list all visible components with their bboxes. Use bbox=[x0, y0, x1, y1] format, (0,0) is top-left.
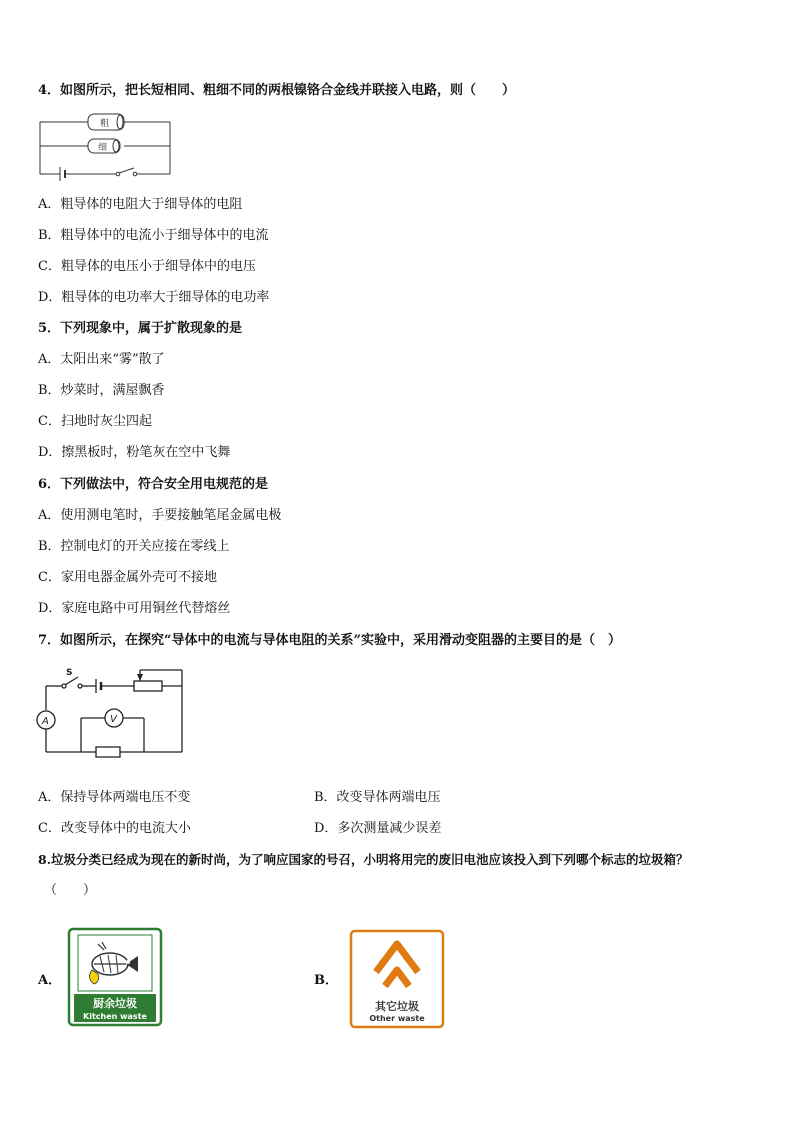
q8-option-b-letter: B． bbox=[314, 973, 338, 988]
rheostat-circuit-diagram bbox=[36, 664, 188, 774]
q6-option-d: D．家庭电路中可用铜丝代替熔丝 bbox=[38, 601, 231, 616]
q4-option-a: A．粗导体的电阻大于细导体的电阻 bbox=[38, 197, 243, 212]
thick-wire-label: 粗 bbox=[100, 119, 110, 129]
kitchen-waste-en: Kitchen waste bbox=[83, 1012, 147, 1021]
q5-stem: 5．下列现象中，属于扩散现象的是 bbox=[38, 321, 243, 336]
kitchen-waste-cn: 厨余垃圾 bbox=[93, 997, 137, 1010]
q7-option-a: A．保持导体两端电压不变 bbox=[38, 790, 191, 805]
q8-stem-line1: 8.垃圾分类已经成为现在的新时尚，为了响应国家的号召，小明将用完的废旧电池应该投入到下列哪个标志的垃圾箱？ bbox=[38, 852, 689, 867]
q5-option-d: D．擦黑板时，粉笔灰在空中飞舞 bbox=[38, 445, 231, 460]
other-waste-sign bbox=[350, 930, 444, 1028]
q4-option-d: D．粗导体的电功率大于细导体的电功率 bbox=[38, 290, 270, 305]
voltmeter-label: V bbox=[110, 714, 117, 725]
ammeter-label: A bbox=[42, 716, 49, 727]
other-waste-cn: 其它垃圾 bbox=[375, 1000, 419, 1013]
q7-option-c: C．改变导体中的电流大小 bbox=[38, 821, 191, 836]
q6-stem: 6．下列做法中，符合安全用电规范的是 bbox=[38, 477, 269, 492]
q5-option-a: A．太阳出来“雾”散了 bbox=[38, 352, 165, 367]
q6-option-a: A．使用测电笔时，手要接触笔尾金属电极 bbox=[38, 508, 282, 523]
q5-option-b: B．炒菜时，满屋飘香 bbox=[38, 383, 165, 398]
q6-option-b: B．控制电灯的开关应接在零线上 bbox=[38, 539, 230, 554]
q5-option-c: C．扫地时灰尘四起 bbox=[38, 414, 152, 429]
thin-wire-label: 细 bbox=[98, 143, 108, 153]
switch-label: S bbox=[66, 668, 73, 678]
q4-stem: 4．如图所示，把长短相同、粗细不同的两根镍铬合金线并联接入电路，则（ ） bbox=[38, 83, 516, 98]
q7-option-b: B．改变导体两端电压 bbox=[314, 790, 441, 805]
other-waste-en: Other waste bbox=[369, 1014, 425, 1023]
q4-option-b: B．粗导体中的电流小于细导体中的电流 bbox=[38, 228, 269, 243]
parallel-circuit-diagram bbox=[36, 108, 176, 184]
q7-stem: 7．如图所示，在探究“导体中的电流与导体电阻的关系”实验中，采用滑动变阻器的主要目的是（ ） bbox=[38, 633, 622, 648]
kitchen-waste-sign bbox=[68, 928, 162, 1026]
q8-option-a-letter: A． bbox=[38, 973, 62, 988]
q6-option-c: C．家用电器金属外壳可不接地 bbox=[38, 570, 217, 585]
q8-stem-line2: （ ） bbox=[44, 883, 97, 898]
q7-option-d: D．多次测量减少误差 bbox=[314, 821, 442, 836]
q4-option-c: C．粗导体的电压小于细导体中的电压 bbox=[38, 259, 256, 274]
